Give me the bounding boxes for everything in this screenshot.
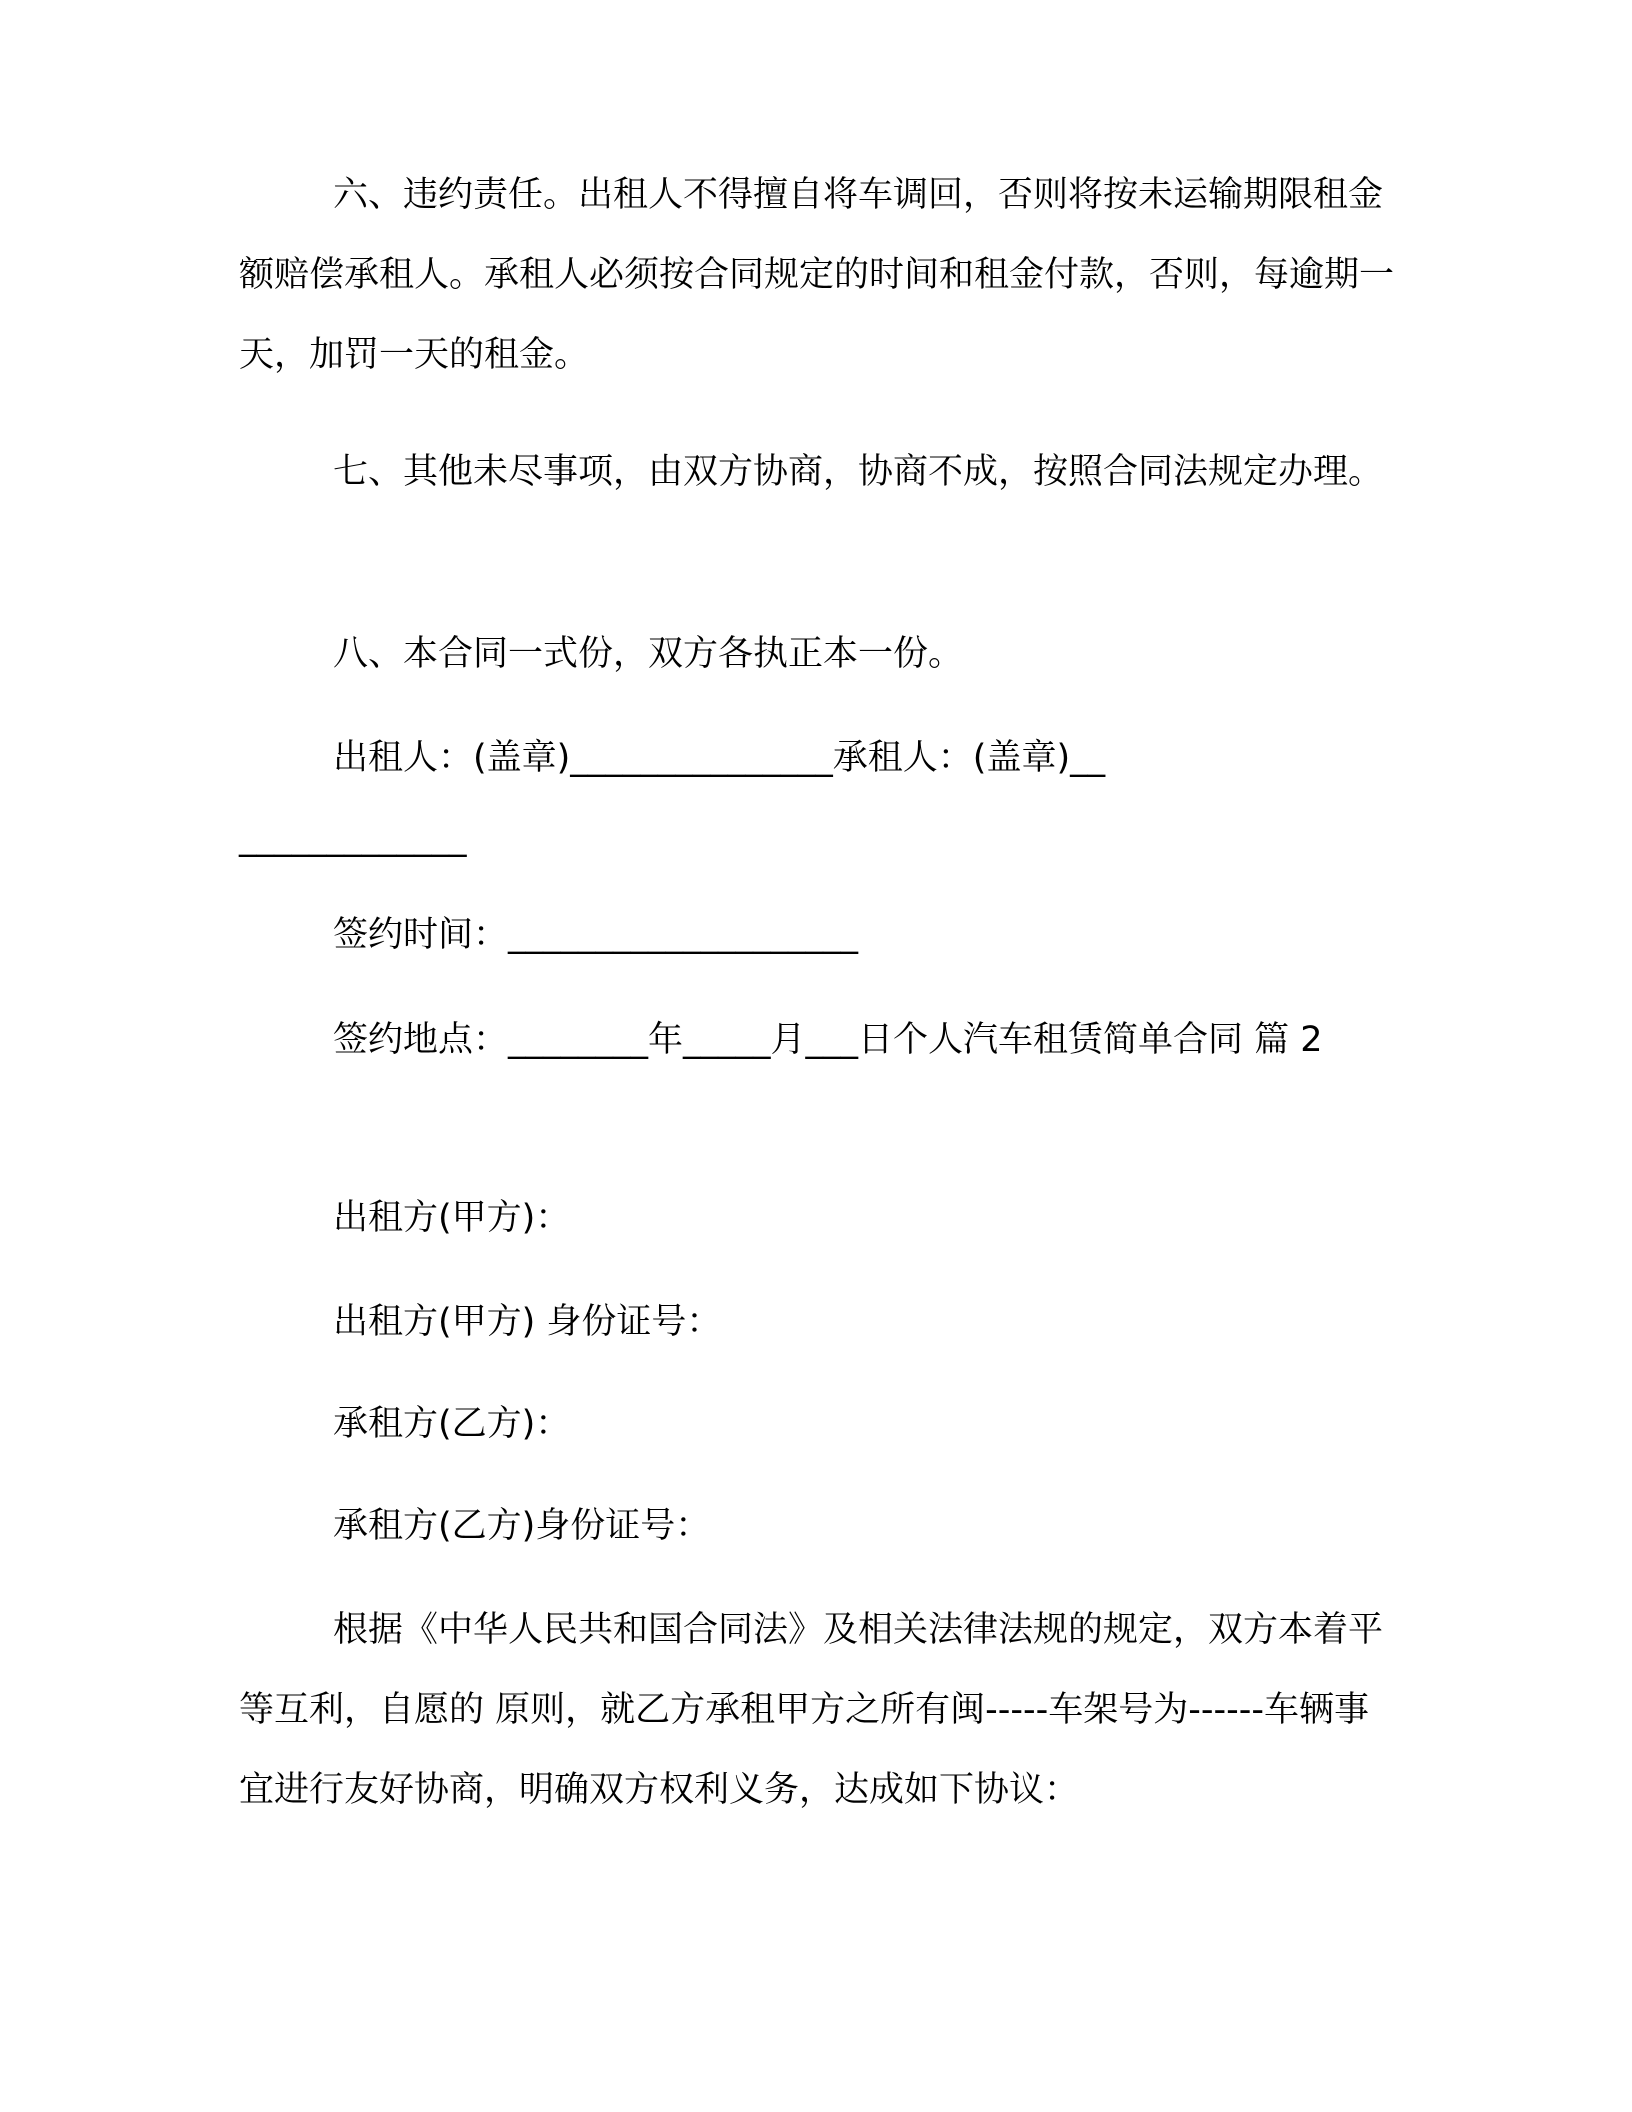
paragraph-breach-liability: 六、违约责任。出租人不得擅自将车调回，否则将按未运输期限租金额赔偿承租人。承租人必须按合同规定的时间和租金付款，否则，每逾期一天，加罚一天的租金。 <box>239 175 1395 375</box>
signing-time: 签约时间：____________________ <box>333 915 859 955</box>
signature-lessor-lessee: 出租人：(盖章)_______________承租人：(盖章)_______________ <box>239 738 1106 858</box>
signing-place-and-title: 签约地点：________年_____月___日个人汽车租赁简单合同 篇 2 <box>333 1020 1323 1060</box>
paragraph-other-matters: 七、其他未尽事项，由双方协商，协商不成，按照合同法规定办理。 <box>333 452 1384 492</box>
lessee-party-b: 承租方(乙方)： <box>333 1404 571 1444</box>
lessor-party-a: 出租方(甲方)： <box>333 1198 571 1238</box>
lessor-id-number: 出租方(甲方) 身份证号： <box>333 1302 722 1342</box>
paragraph-agreement-basis: 根据《中华人民共和国合同法》及相关法律法规的规定，双方本着平等互利，自愿的 原则，就乙方承租甲方之所有闽-----车架号为------车辆事宜进行友好协商，明确双方权利义务，达成如下协议： <box>239 1610 1384 1810</box>
lessee-id-number: 承租方(乙方)身份证号： <box>333 1506 711 1546</box>
paragraph-copies: 八、本合同一式份，双方各执正本一份。 <box>333 634 964 674</box>
